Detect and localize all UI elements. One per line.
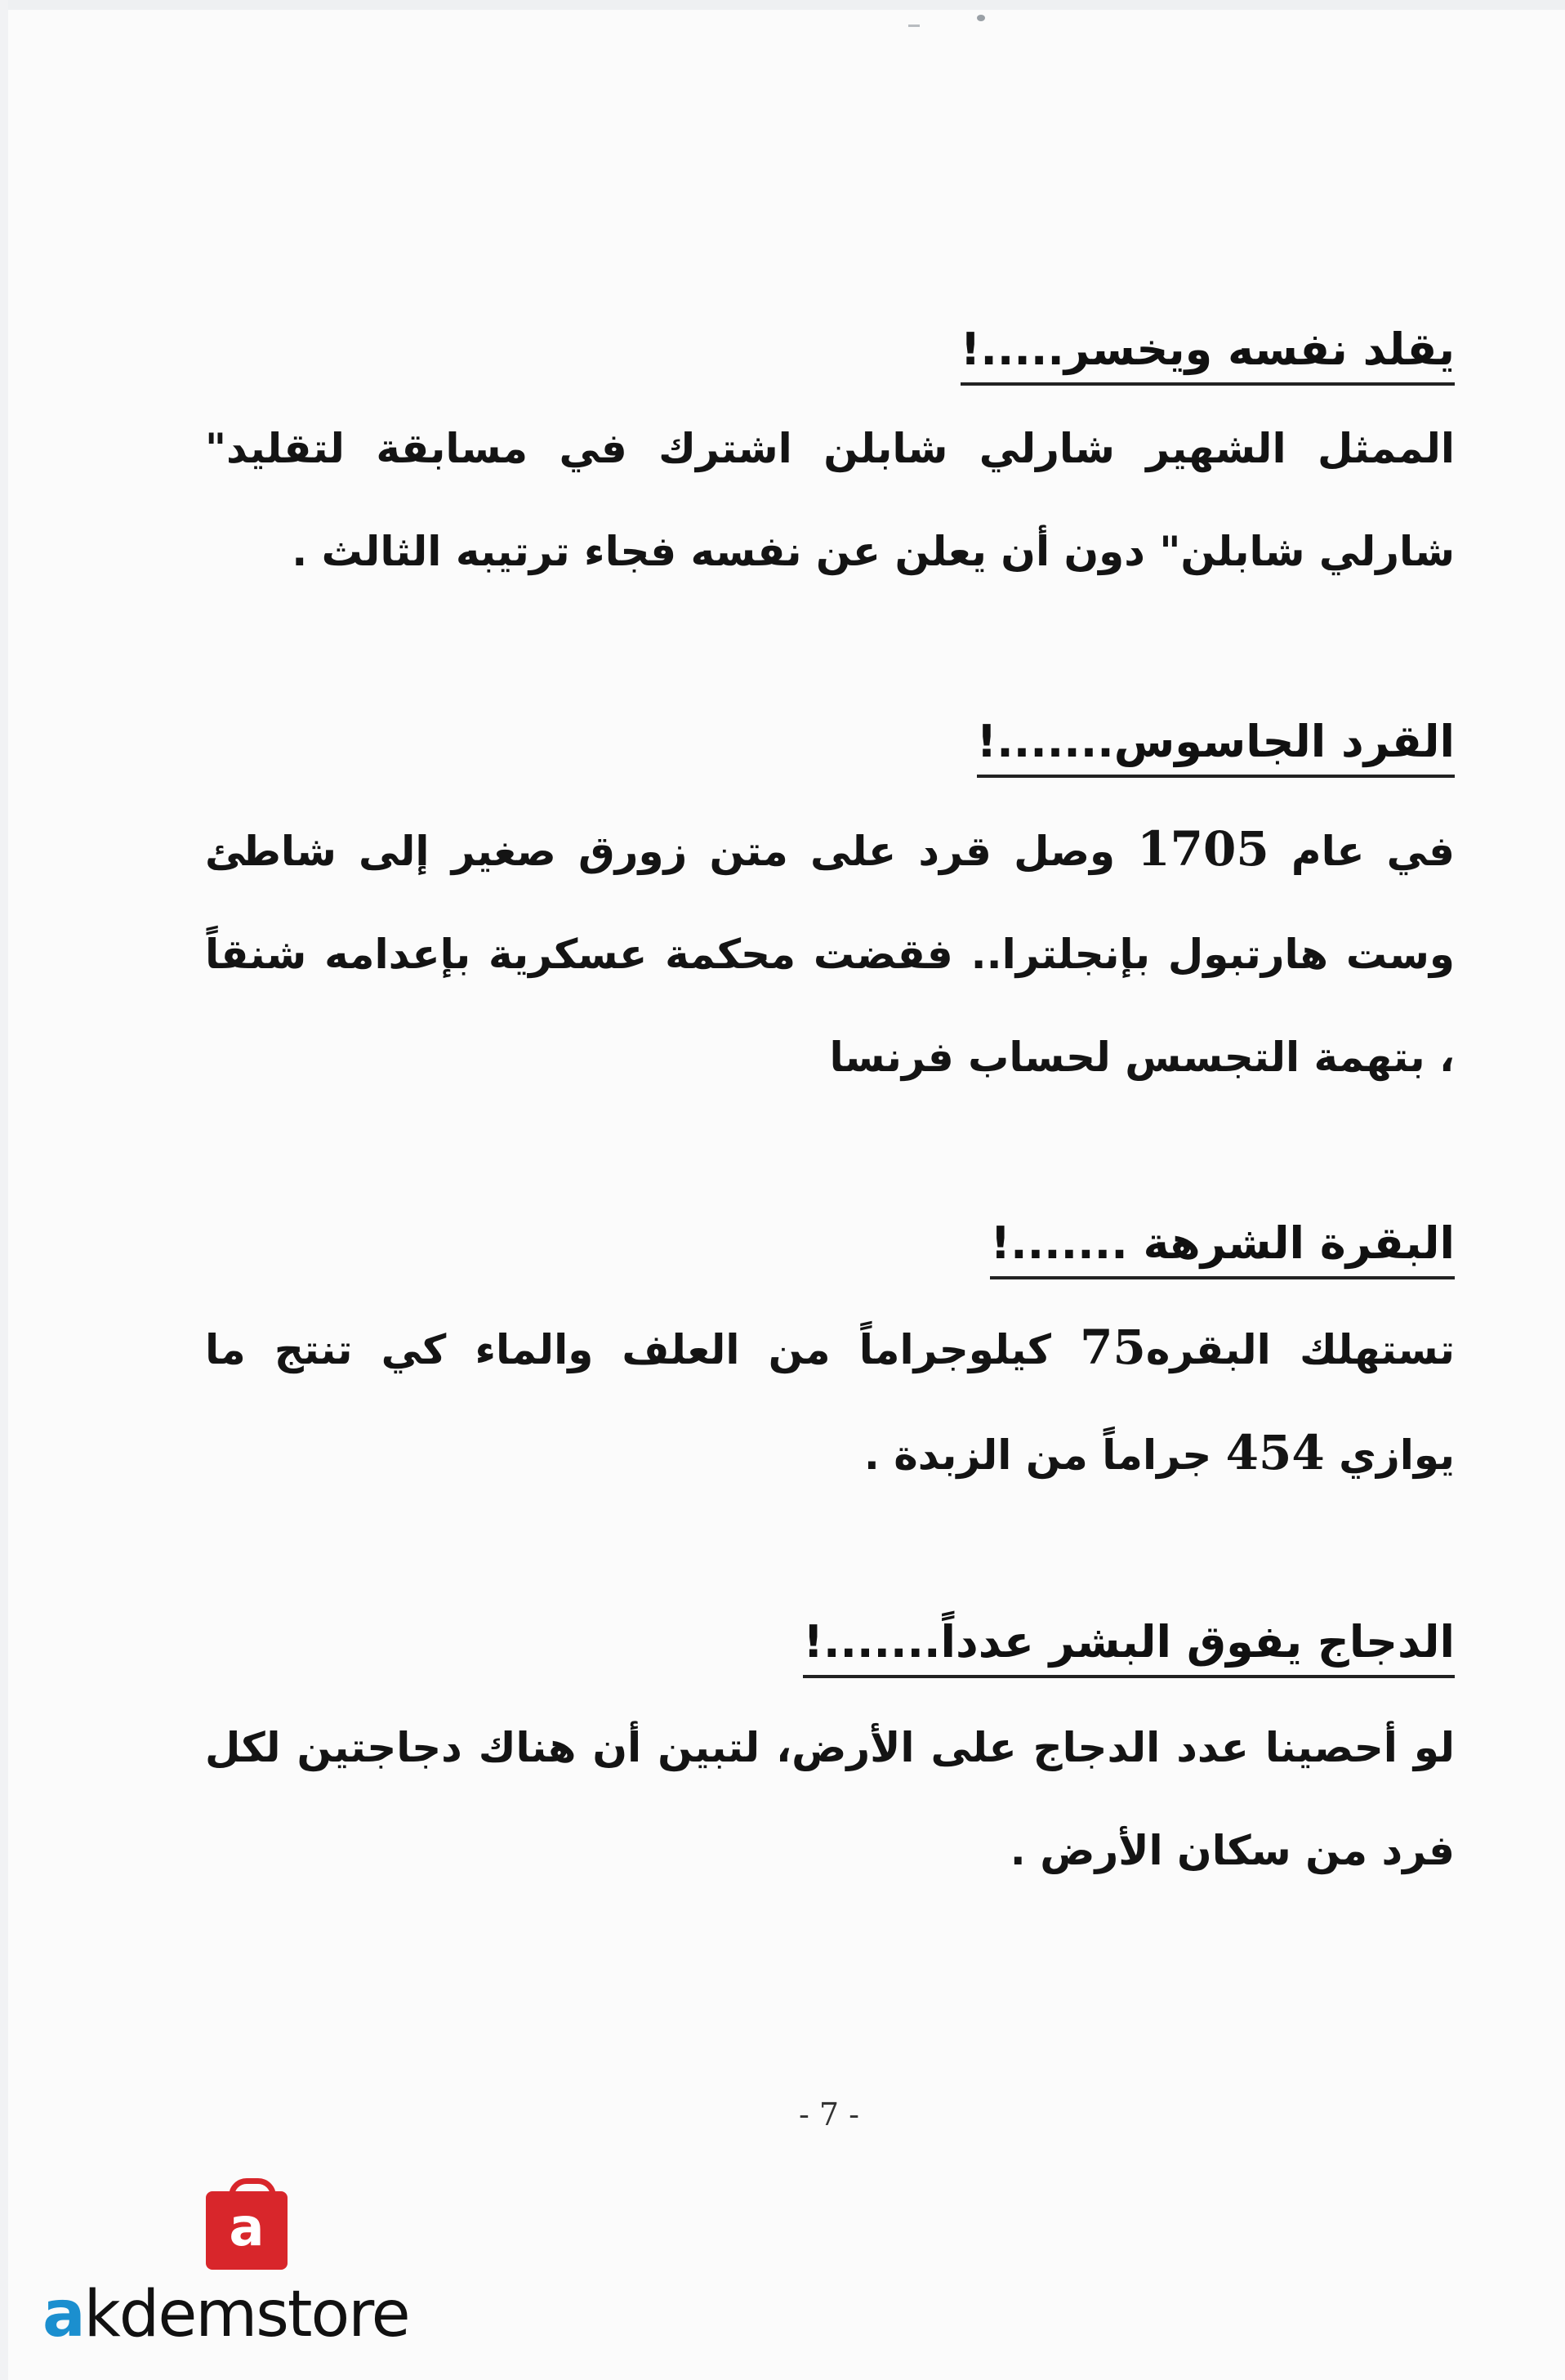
section-heading: الدجاج يفوق البشر عدداً.......! bbox=[803, 1616, 1455, 1678]
section-heading: البقرة الشرهة .......! bbox=[990, 1217, 1455, 1279]
scan-top-edge bbox=[0, 0, 1565, 10]
brand-wordmark bbox=[42, 2278, 467, 2351]
scan-left-edge bbox=[0, 0, 8, 2380]
paragraph-text: كيلوجراماً من العلف والماء كي تنتج ما يوازي bbox=[205, 1326, 1455, 1479]
section-heading: القرد الجاسوس.......! bbox=[977, 716, 1455, 778]
paragraph-text: وصل قرد على متن زورق صغير إلى شاطئ وست هارتبول بإنجلترا.. فقضت محكمة عسكرية بإعدامه شنقاً ، بتهمة التجسس لحساب فرنسا bbox=[205, 828, 1455, 1081]
section-paragraph: الممثل الشهير شارلي شابلن اشترك في مسابقة لتقليد" شارلي شابلن" دون أن يعلن عن نفسه فجاء ترتيبه الثالث . bbox=[205, 425, 1455, 575]
paragraph-text: في عام bbox=[1268, 828, 1456, 875]
scan-speck bbox=[977, 15, 985, 21]
section-heading: يقلد نفسه ويخسر.....! bbox=[961, 324, 1455, 386]
section-paragraph bbox=[205, 1296, 1455, 1507]
paragraph-text: تستهلك البقره bbox=[1145, 1326, 1455, 1373]
section-paragraph bbox=[205, 797, 1455, 1109]
store-logo[interactable] bbox=[42, 2183, 467, 2351]
shopping-bag-icon bbox=[206, 2191, 288, 2270]
section-paragraph: لو أحصينا عدد الدجاج على الأرض، لتبين أن هناك دجاجتين لكل فرد من سكان الأرض . bbox=[205, 1724, 1455, 1874]
quantity-number: 454 bbox=[1225, 1425, 1325, 1480]
quantity-number: 75 bbox=[1080, 1319, 1146, 1375]
year-number: 1705 bbox=[1137, 821, 1269, 877]
paragraph-text: جراماً من الزبدة . bbox=[863, 1431, 1226, 1479]
brand-rest: kdemstore bbox=[83, 2278, 409, 2351]
scan-speck bbox=[908, 25, 920, 27]
brand-initial: a bbox=[42, 2278, 84, 2351]
page-number: - 7 - bbox=[798, 2096, 859, 2132]
logo-letter: a bbox=[229, 2198, 265, 2258]
